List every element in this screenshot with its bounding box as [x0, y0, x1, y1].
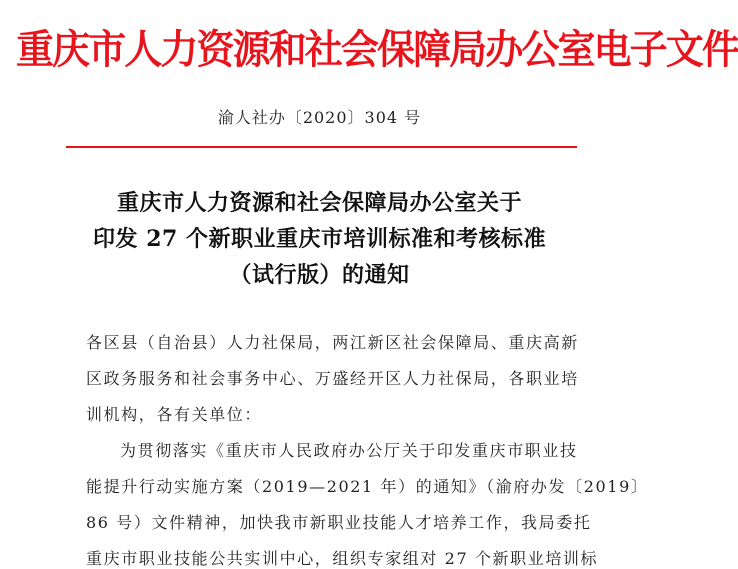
org-header-title: 重庆市人力资源和社会保障局办公室电子文件 — [15, 26, 738, 73]
body-text-line-2: 区政务服务和社会事务中心、万盛经开区人力社保局，各职业培 — [86, 369, 579, 388]
body-text-line-6: 86 号）文件精神，加快我市新职业技能人才培养工作，我局委托 — [86, 513, 592, 532]
body-text-line-3: 训机构，各有关单位： — [86, 405, 263, 424]
document-number: 渝人社办〔2020〕304 号 — [217, 108, 422, 127]
red-divider-line — [66, 146, 577, 148]
document-title-line-2: 印发 27 个新职业重庆市培训标准和考核标准 — [93, 226, 546, 252]
body-text-line-7: 重庆市职业技能公共实训中心，组织专家组对 27 个新职业培训标 — [86, 549, 599, 568]
body-text-line-1: 各区县（自治县）人力社保局，两江新区社会保障局、重庆高新 — [86, 333, 579, 352]
document-title-line-3: （试行版）的通知 — [229, 262, 410, 288]
body-text-line-4: 为贯彻落实《重庆市人民政府办公厅关于印发重庆市职业技 — [120, 441, 578, 460]
document-title-line-1: 重庆市人力资源和社会保障局办公室关于 — [116, 190, 522, 216]
body-text-line-5: 能提升行动实施方案（2019—2021 年）的通知》（渝府办发〔2019〕 — [86, 477, 649, 496]
